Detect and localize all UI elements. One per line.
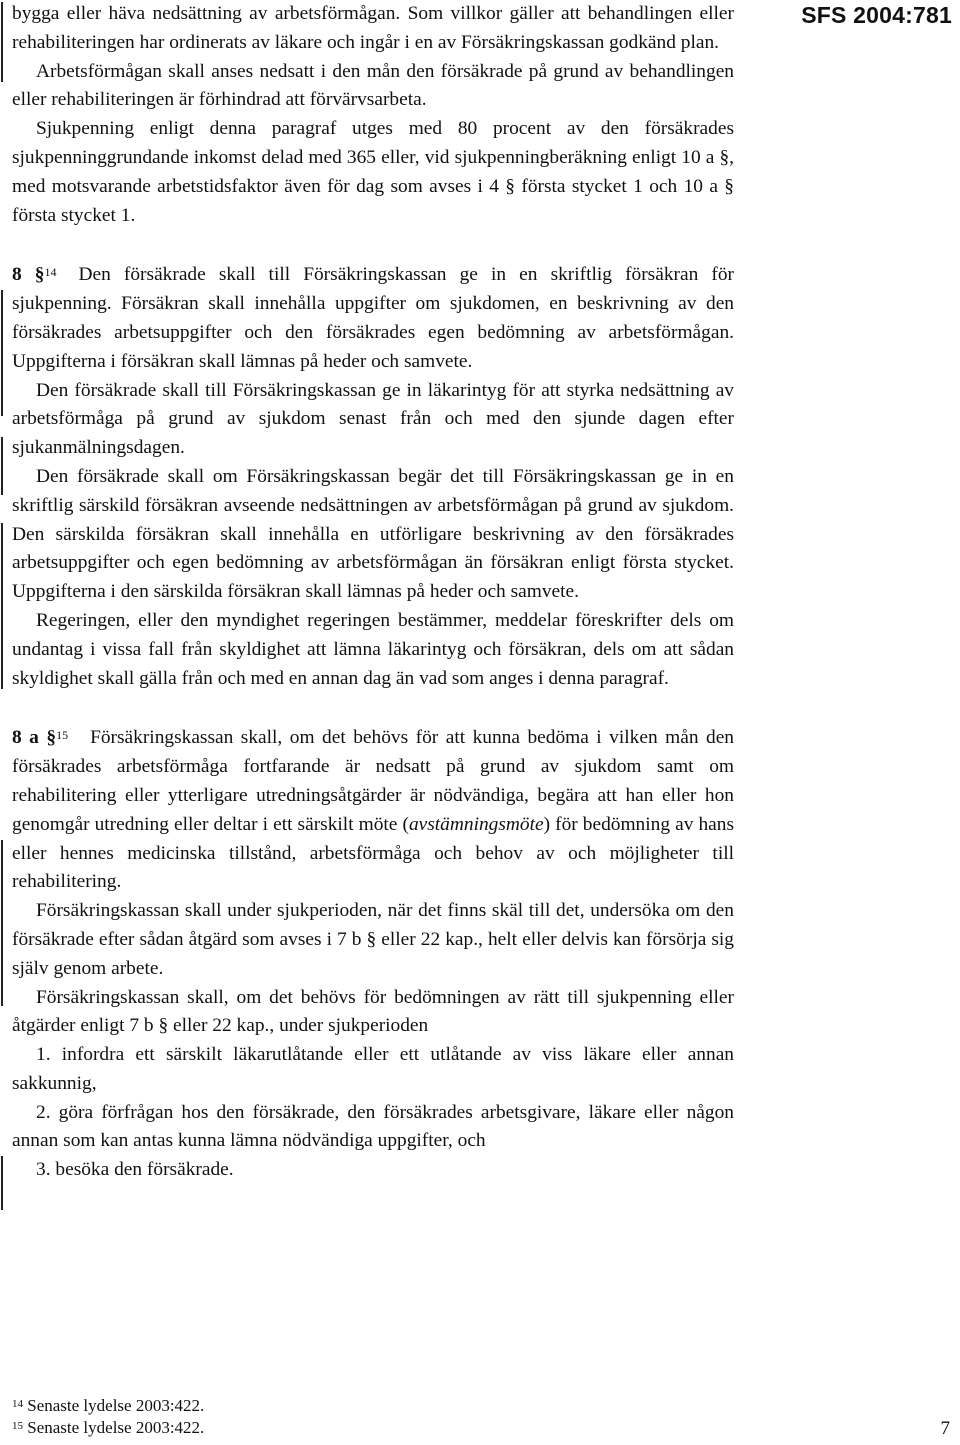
footnote	[12, 1395, 204, 1417]
footnote-text: Senaste lydelse 2003:422.	[27, 1396, 205, 1415]
change-bar	[1, 290, 3, 416]
list-item: 2. göra förfrågan hos den försäkrade, den försäkrades arbetsgivare, läkare eller någon annan som kan antas kunna lämna nödvändiga uppgifter, och	[12, 1101, 734, 1152]
change-bar	[1, 2, 3, 82]
paragraph: Arbetsförmågan skall anses nedsatt i den mån den försäkrade på grund av behandlingen eller rehabiliteringen är förhindrad att förvärvsarbeta.	[12, 60, 734, 111]
page-number: 7	[940, 1418, 950, 1439]
list-item: 1. infordra ett särskilt läkarutlåtande eller ett utlåtande av viss läkare eller annan sakkunnig,	[12, 1044, 734, 1094]
change-bar	[1, 840, 3, 1006]
change-bar	[1, 523, 3, 689]
footnote-text: Senaste lydelse 2003:422.	[27, 1418, 205, 1437]
change-bar	[1, 1156, 3, 1210]
section-text: Försäkringskassan skall, om det behövs för att kunna bedöma i vilken mån den försäkrades arbetsförmåga fortfarande är nedsatt på grund av sjukdom samt om rehabilitering eller ytterligare utredningsåtgärder är nödvändiga, begära att han eller hon genomgår utredning eller deltar i ett särskilt möte (	[12, 727, 734, 835]
paragraph: Försäkringskassan skall under sjukperioden, när det finns skäl till det, undersöka om den försäkrade efter sådan åtgärd som avses i 7 b § eller 22 kap., helt eller delvis kan försörja sig själv genom arbete.	[12, 900, 734, 979]
footnote-number: 14	[12, 1398, 23, 1410]
section-text: Den försäkrade skall till Försäkringskassan ge in en skriftlig försäkran för sjukpenning. Försäkran skall innehålla uppgifter om sjukdomen, en beskrivning av den försäkrades arbetsuppgifter och den försäkrades egen bedömning av arbetsförmågan. Uppgifterna i försäkran skall lämnas på heder och samvete.	[12, 264, 734, 372]
section-text: ) för bedömning av hans eller hennes medicinska tillstånd, arbetsförmåga och behov av och möjligheter till rehabilitering.	[12, 813, 734, 893]
body-text	[12, 0, 734, 1185]
italic-term: avstämningsmöte	[408, 813, 544, 835]
list-item: 3. besöka den försäkrade.	[36, 1159, 234, 1181]
sfs-number-header: SFS 2004:781	[801, 2, 952, 28]
footnote-ref: 14	[44, 265, 57, 280]
footnote-ref: 15	[56, 728, 69, 743]
section-8	[12, 261, 734, 376]
section-label: 8 a §	[12, 727, 57, 749]
paragraph: Sjukpenning enligt denna paragraf utges med 80 procent av den försäkrades sjukpenninggrundande inkomst delad med 365 eller, vid sjukpenningberäkning enligt 10 a §, med motsvarande arbetstidsfaktor även för dag som avses i 4 § första stycket 1 och 10 a § första stycket 1.	[12, 118, 734, 226]
paragraph: Den försäkrade skall om Försäkringskassan begär det till Försäkringskassan ge in en skriftlig särskild försäkran avseende nedsättningen av arbetsförmågan på grund av sjukdom. Den särskilda försäkran skall innehålla en utförligare beskrivning av den försäkrades arbetsuppgifter och egen bedömning av arbetsförmågan än försäkran enligt första stycket. Uppgifterna i den särskilda försäkran skall lämnas på heder och samvete.	[12, 465, 734, 603]
section-8a	[12, 724, 734, 897]
paragraph: bygga eller häva nedsättning av arbetsförmågan. Som villkor gäller att behandlingen eller rehabiliteringen har ordinerats av läkare och ingår i en av Försäkringskassan godkänd plan.	[12, 3, 734, 53]
paragraph: Den försäkrade skall till Försäkringskassan ge in läkarintyg för att styrka nedsättning av arbetsförmåga på grund av sjukdom senast från och med den sjunde dagen efter sjukanmälningsdagen.	[12, 379, 734, 459]
footnote	[12, 1417, 204, 1439]
paragraph: Regeringen, eller den myndighet regeringen bestämmer, meddelar föreskrifter dels om undantag i vissa fall från skyldighet att lämna läkarintyg och försäkran, dels om att sådan skyldighet skall gälla från och med en annan dag än vad som anges i denna paragraf.	[12, 609, 734, 689]
paragraph: Försäkringskassan skall, om det behövs för bedömningen av rätt till sjukpenning eller åtgärder enligt 7 b § eller 22 kap., under sjukperioden	[12, 986, 734, 1037]
change-bar	[1, 437, 3, 495]
footnote-number: 15	[12, 1420, 23, 1432]
footnotes	[12, 1395, 204, 1439]
section-label: 8 §	[12, 264, 45, 286]
